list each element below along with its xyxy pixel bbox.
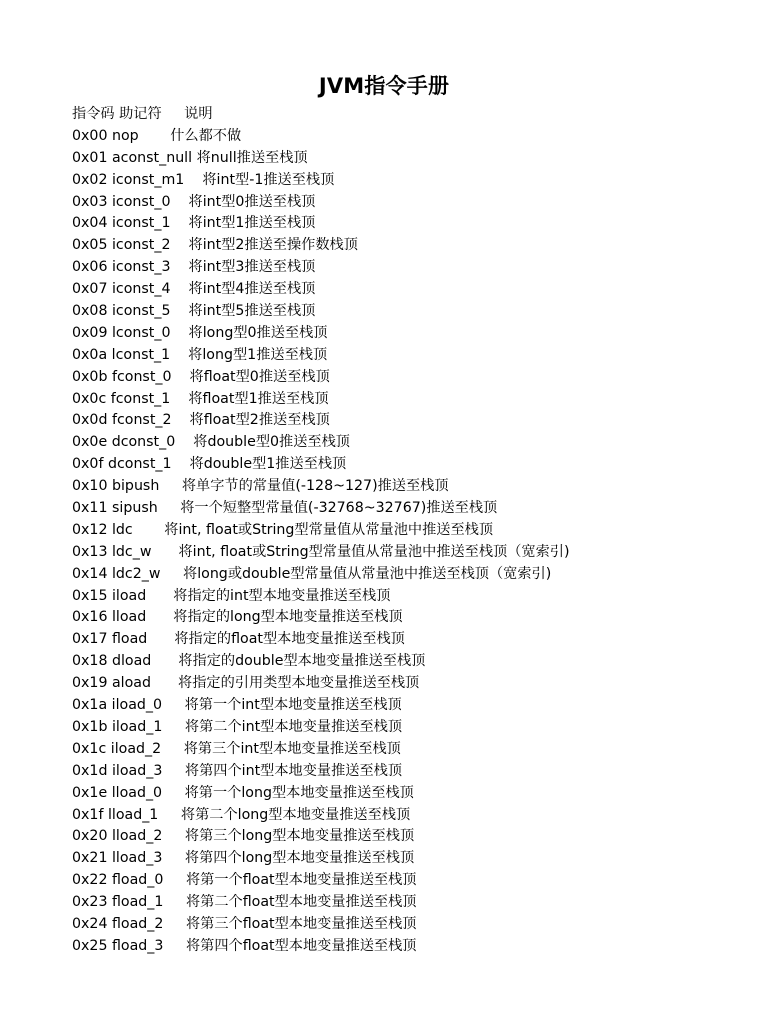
instruction-line: 0x07 iconst_4 将int型4推送至栈顶 xyxy=(72,281,316,298)
column-header-line: 指令码 助记符 说明 xyxy=(72,106,213,122)
instruction-line: 0x25 fload_3 将第四个float型本地变量推送至栈顶 xyxy=(72,937,417,954)
instruction-line: 0x05 iconst_2 将int型2推送至操作数栈顶 xyxy=(72,237,358,254)
instruction-line: 0x0e dconst_0 将double型0推送至栈顶 xyxy=(72,434,350,451)
instruction-line: 0x03 iconst_0 将int型0推送至栈顶 xyxy=(72,193,316,210)
instruction-line: 0x1d iload_3 将第四个int型本地变量推送至栈顶 xyxy=(72,762,403,779)
instruction-line: 0x0b fconst_0 将float型0推送至栈顶 xyxy=(72,368,330,385)
instruction-line: 0x23 fload_1 将第二个float型本地变量推送至栈顶 xyxy=(72,894,417,911)
instruction-list xyxy=(72,104,752,958)
instruction-line: 0x08 iconst_5 将int型5推送至栈顶 xyxy=(72,303,316,320)
instruction-line: 0x1a iload_0 将第一个int型本地变量推送至栈顶 xyxy=(72,697,402,714)
instruction-line: 0x01 aconst_null 将null推送至栈顶 xyxy=(72,149,308,166)
instruction-line: 0x15 iload 将指定的int型本地变量推送至栈顶 xyxy=(72,587,391,604)
instruction-line: 0x0c fconst_1 将float型1推送至栈顶 xyxy=(72,390,329,407)
instruction-line: 0x02 iconst_m1 将int型-1推送至栈顶 xyxy=(72,171,335,188)
instruction-line: 0x00 nop 什么都不做 xyxy=(72,127,242,144)
instruction-line: 0x16 lload 将指定的long型本地变量推送至栈顶 xyxy=(72,609,403,626)
instruction-line: 0x04 iconst_1 将int型1推送至栈顶 xyxy=(72,215,316,232)
instruction-line: 0x0f dconst_1 将double型1推送至栈顶 xyxy=(72,456,347,473)
instruction-line: 0x1b iload_1 将第二个int型本地变量推送至栈顶 xyxy=(72,718,403,735)
instruction-line: 0x22 fload_0 将第一个float型本地变量推送至栈顶 xyxy=(72,872,417,889)
instruction-line: 0x13 ldc_w 将int, float或String型常量值从常量池中推送至栈顶（宽索引) xyxy=(72,543,570,560)
instruction-line: 0x17 fload 将指定的float型本地变量推送至栈顶 xyxy=(72,631,405,648)
instruction-line: 0x0d fconst_2 将float型2推送至栈顶 xyxy=(72,412,330,429)
instruction-line: 0x0a lconst_1 将long型1推送至栈顶 xyxy=(72,346,328,363)
instruction-line: 0x14 ldc2_w 将long或double型常量值从常量池中推送至栈顶（宽索引) xyxy=(72,565,552,582)
document-title: JVM指令手册 xyxy=(318,74,450,98)
instruction-line: 0x11 sipush 将一个短整型常量值(-32768~32767)推送至栈顶 xyxy=(72,500,498,517)
instruction-line: 0x18 dload 将指定的double型本地变量推送至栈顶 xyxy=(72,653,426,670)
instruction-line: 0x19 aload 将指定的引用类型本地变量推送至栈顶 xyxy=(72,675,420,692)
instruction-line: 0x1e lload_0 将第一个long型本地变量推送至栈顶 xyxy=(72,784,414,801)
instruction-line: 0x1c iload_2 将第三个int型本地变量推送至栈顶 xyxy=(72,740,401,757)
instruction-line: 0x24 fload_2 将第三个float型本地变量推送至栈顶 xyxy=(72,915,417,932)
instruction-line: 0x21 lload_3 将第四个long型本地变量推送至栈顶 xyxy=(72,850,415,867)
instruction-line: 0x12 ldc 将int, float或String型常量值从常量池中推送至栈顶 xyxy=(72,521,494,538)
instruction-line: 0x06 iconst_3 将int型3推送至栈顶 xyxy=(72,259,316,276)
instruction-line: 0x1f lload_1 将第二个long型本地变量推送至栈顶 xyxy=(72,806,411,823)
instruction-line: 0x09 lconst_0 将long型0推送至栈顶 xyxy=(72,324,328,341)
instruction-line: 0x10 bipush 将单字节的常量值(-128~127)推送至栈顶 xyxy=(72,478,449,495)
instruction-line: 0x20 lload_2 将第三个long型本地变量推送至栈顶 xyxy=(72,828,415,845)
